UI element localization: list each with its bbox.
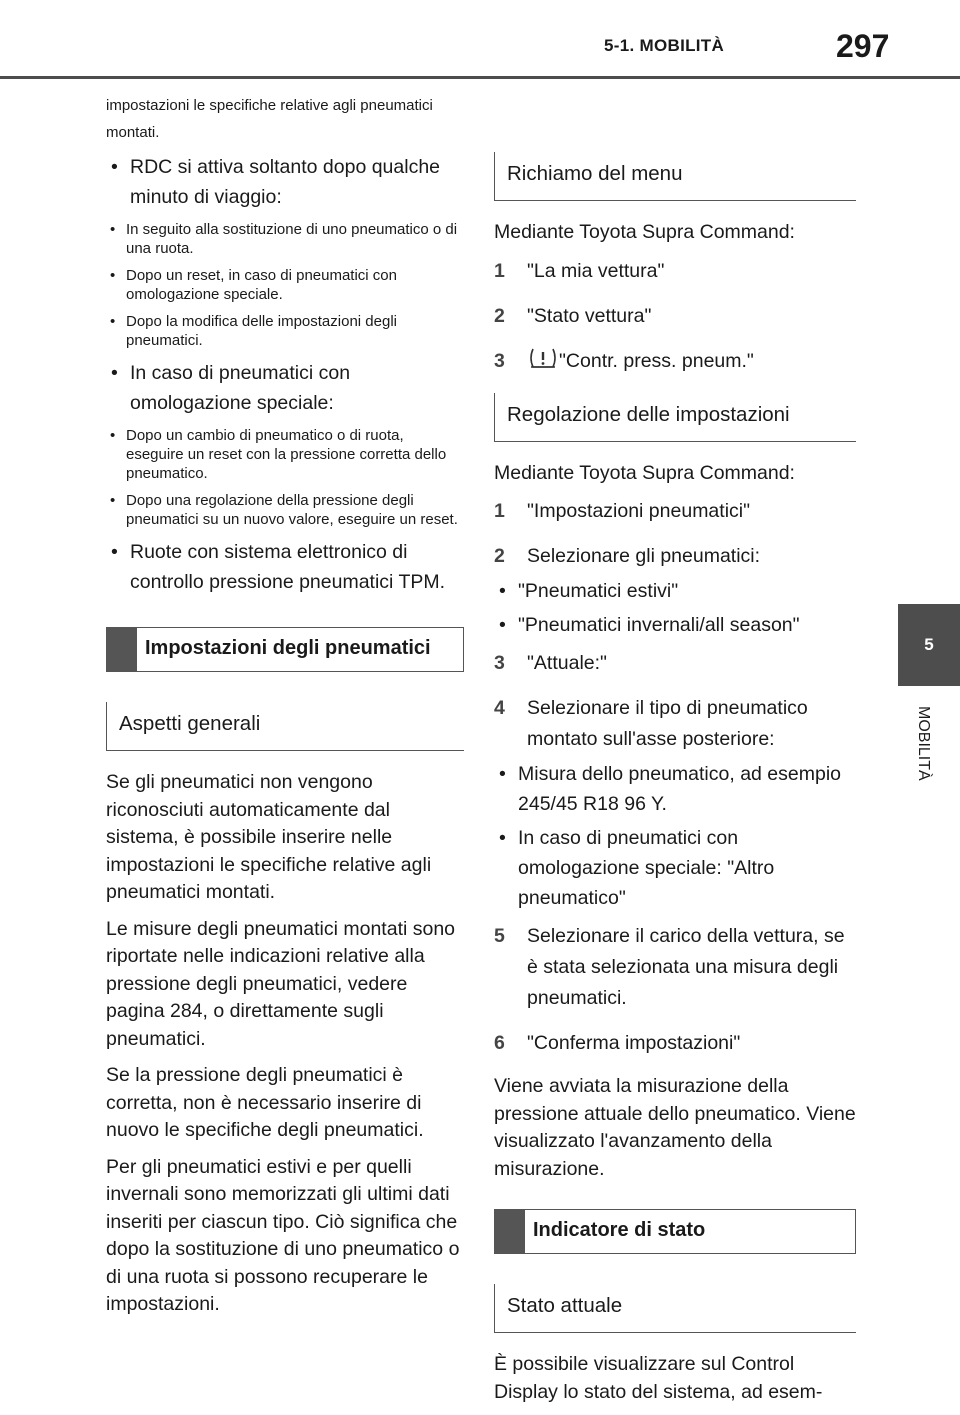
subheading-general: Aspetti generali bbox=[106, 702, 464, 751]
sub-bullet: • Dopo un cambio di pneumatico o di ruota, eseguire un reset con la pressione corretta dello pneumatico. bbox=[106, 426, 464, 483]
paragraph: È possibile visualizzare sul Control Display lo stato del sistema, ad esem- bbox=[494, 1353, 823, 1403]
sub-bullet: • Dopo una regolazione della pressione degli pneumatici su un nuovo valore, eseguire un reset. bbox=[106, 491, 464, 529]
sub-bullet: • Dopo un reset, in caso di pneumatici con omologazione speciale. bbox=[106, 266, 464, 304]
list-item: • In caso di pneumatici con omologazione speciale: "Altro pneumatico" bbox=[494, 823, 856, 913]
bullet-special-homologation: • In caso di pneumatici con omologazione speciale: bbox=[106, 358, 464, 418]
list-item: • Misura dello pneumatico, ad esempio 245/45 R18 96 Y. bbox=[494, 759, 856, 819]
step bbox=[494, 496, 856, 527]
paragraph: Se gli pneumatici non vengono riconosciuti automaticamente dal sistema, è possibile inserire nelle impostazioni le specifiche relative agli pneumatici montati. bbox=[106, 771, 432, 903]
paragraph: Per gli pneumatici estivi e per quelli invernali sono memorizzati gli ultimi dati inseriti per ciascun tipo. Ciò significa che dopo la sostituzione di uno pneumatico o di una ruota si possono recuperare le impostazioni. bbox=[106, 1155, 460, 1315]
step bbox=[494, 346, 856, 377]
list-item: • "Pneumatici estivi" bbox=[494, 576, 856, 606]
step-number: 1 bbox=[494, 259, 505, 282]
list-item: • "Pneumatici invernali/all season" bbox=[494, 610, 856, 640]
header-divider bbox=[0, 76, 960, 79]
chapter-side-label: MOBILITÀ bbox=[915, 706, 932, 781]
paragraph-page-reference: Le misure degli pneumatici montati sono riportate nelle indicazioni relative alla pressione degli pneumatici, vedere pagina 284, o direttamente sugli pneumatici. bbox=[106, 917, 456, 1050]
step bbox=[494, 1028, 856, 1059]
step bbox=[494, 256, 856, 287]
subheading-menu-call: Richiamo del menu bbox=[494, 152, 856, 201]
section-title: Impostazioni degli pneumatici bbox=[145, 637, 431, 659]
section-heading-tire-settings bbox=[106, 627, 464, 672]
step bbox=[494, 693, 856, 755]
page-number: 297 bbox=[836, 28, 890, 64]
bullet-rdc-activation: • RDC si attiva soltanto dopo qualche minuto di viaggio: bbox=[106, 152, 464, 212]
step-number: 3 bbox=[494, 349, 505, 372]
chapter-tab: 5 bbox=[898, 604, 960, 686]
step-text: "Attuale:" bbox=[527, 652, 607, 674]
step-number: 2 bbox=[494, 304, 505, 327]
subheading-current-status: Stato attuale bbox=[494, 1284, 856, 1333]
measurement-result-text: Viene avviata la misurazione della pressione attuale dello pneumatico. Viene visualizzato l'avanzamento della misurazione. bbox=[494, 1075, 856, 1180]
section-bar bbox=[495, 1210, 525, 1253]
via-command-text: Mediante Toyota Supra Command: bbox=[494, 461, 795, 484]
step-number: 4 bbox=[494, 697, 505, 719]
step-text: "Impostazioni pneumatici" bbox=[527, 500, 751, 522]
tire-pressure-warning-icon bbox=[527, 346, 559, 370]
step bbox=[494, 921, 856, 1014]
right-column bbox=[494, 92, 856, 1415]
intro-text: impostazioni le specifiche relative agli pneumatici montati. bbox=[106, 97, 433, 141]
step-number: 5 bbox=[494, 925, 505, 947]
bullet-tpm: • Ruote con sistema elettronico di controllo pressione pneumatici TPM. bbox=[106, 537, 464, 597]
step-text: Selezionare il tipo di pneumatico montato sull'asse posteriore: bbox=[527, 697, 808, 750]
step-text: "Stato vettura" bbox=[527, 304, 652, 327]
step bbox=[494, 541, 856, 572]
step-text: Selezionare gli pneumatici: bbox=[527, 545, 761, 567]
section-heading-status-indicator bbox=[494, 1209, 856, 1254]
sub-bullet: • In seguito alla sostituzione di uno pneumatico o di una ruota. bbox=[106, 220, 464, 258]
step-number: 1 bbox=[494, 500, 505, 522]
step bbox=[494, 301, 856, 332]
step bbox=[494, 648, 856, 679]
step-text: "La mia vettura" bbox=[527, 259, 665, 282]
step-text: Selezionare il carico della vettura, se è stata selezionata una misura degli pneumatici. bbox=[527, 925, 845, 1009]
chapter-title: 5-1. MOBILITÀ bbox=[604, 36, 725, 55]
step-text: "Conferma impostazioni" bbox=[527, 1032, 741, 1054]
step-text: "Contr. press. pneum." bbox=[559, 349, 754, 372]
sub-bullet: • Dopo la modifica delle impostazioni degli pneumatici. bbox=[106, 312, 464, 350]
step-number: 2 bbox=[494, 545, 505, 567]
section-title: Indicatore di stato bbox=[533, 1219, 706, 1241]
paragraph: Se la pressione degli pneumatici è corretta, non è necessario inserire di nuovo le specifiche degli pneumatici. bbox=[106, 1064, 424, 1141]
via-command-text: Mediante Toyota Supra Command: bbox=[494, 221, 795, 243]
step-number: 6 bbox=[494, 1032, 505, 1054]
left-column bbox=[106, 92, 464, 1328]
subheading-settings-adjust: Regolazione delle impostazioni bbox=[494, 393, 856, 442]
step-number: 3 bbox=[494, 652, 505, 674]
section-bar bbox=[107, 628, 137, 671]
